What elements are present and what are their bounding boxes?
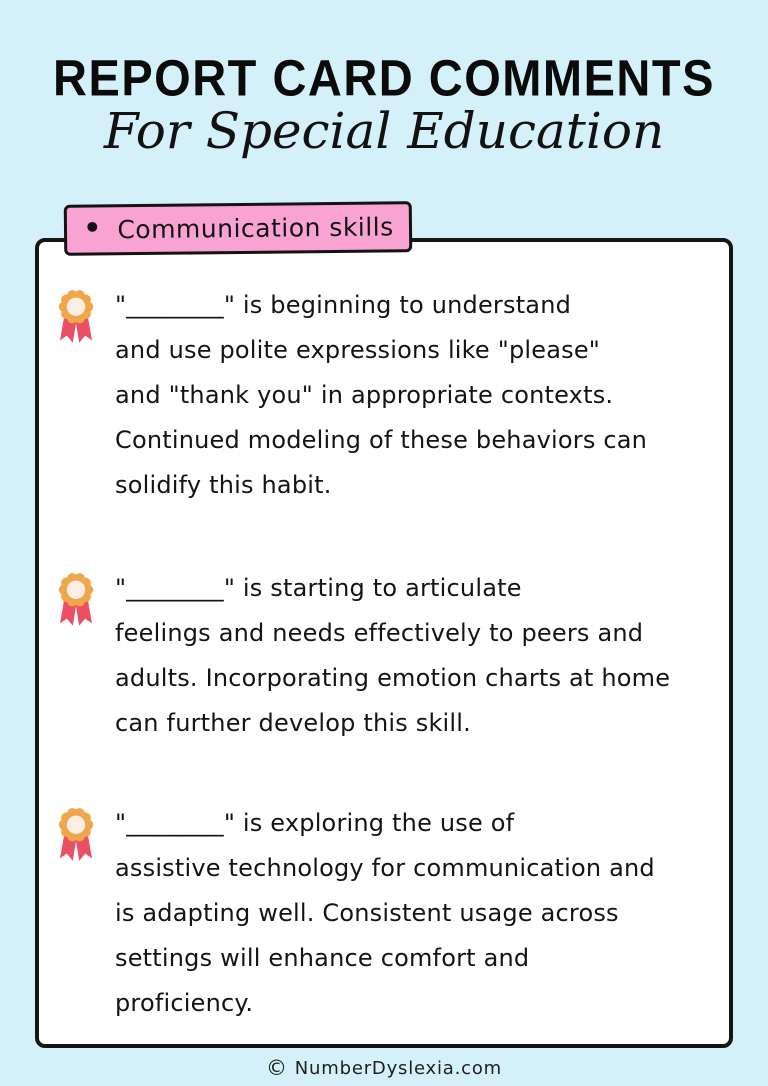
medal-ribbon-icon: [52, 804, 100, 868]
page-title: REPORT CARD COMMENTS: [53, 48, 715, 107]
medal-ribbon-icon: [52, 569, 100, 633]
comment-line: is adapting well. Consistent usage across: [115, 899, 619, 927]
comment-text: [115, 801, 655, 1026]
comments-card: [35, 238, 733, 1048]
comment-line: "________" is exploring the use of: [115, 809, 515, 837]
comment-line: feelings and needs effectively to peers and: [115, 619, 644, 647]
comment-line: can further develop this skill.: [115, 709, 471, 737]
comment-line: "________" is beginning to understand: [115, 291, 572, 319]
footer-site-name: NumberDyslexia.com: [294, 1057, 503, 1079]
copyright-icon: ©: [265, 1055, 288, 1080]
medal-ribbon-icon: [52, 286, 100, 350]
comment-item: [52, 801, 655, 1026]
comment-line: assistive technology for communication and: [115, 854, 655, 882]
bullet-icon: •: [82, 207, 103, 249]
footer-credit: [0, 1050, 768, 1086]
comment-text: [115, 283, 647, 508]
comment-line: and "thank you" in appropriate contexts.: [115, 381, 614, 409]
category-badge-label: Communication skills: [117, 212, 394, 245]
comment-line: "________" is starting to articulate: [115, 574, 522, 602]
comment-line: adults. Incorporating emotion charts at home: [115, 664, 671, 692]
comment-line: and use polite expressions like "please": [115, 336, 601, 364]
comment-line: Continued modeling of these behaviors can: [115, 426, 648, 454]
comment-line: settings will enhance comfort and: [115, 944, 530, 972]
comment-text: [115, 566, 670, 746]
category-badge: [64, 201, 413, 256]
comment-item: [52, 283, 647, 508]
comment-item: [52, 566, 670, 746]
comment-line: proficiency.: [115, 989, 254, 1017]
comment-line: solidify this habit.: [115, 471, 332, 499]
page-subtitle: For Special Education: [103, 102, 665, 160]
